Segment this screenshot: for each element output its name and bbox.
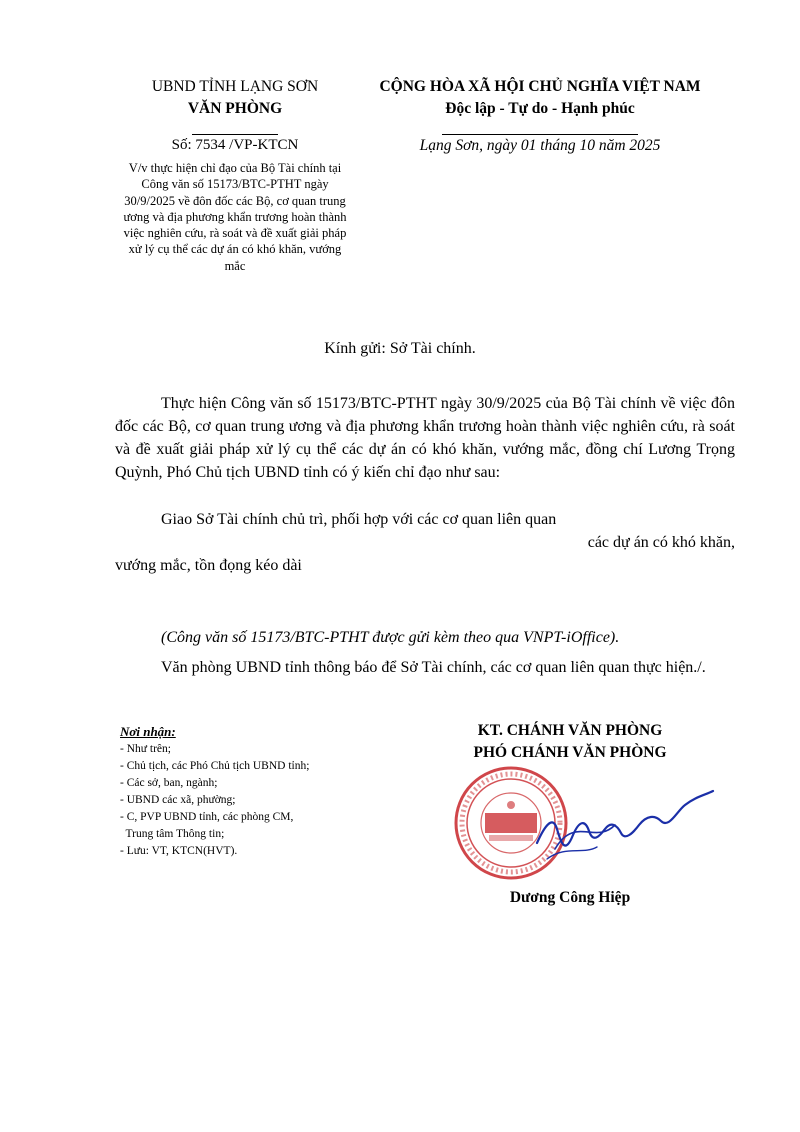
signature-title: [430, 720, 710, 764]
paragraph-2-line-2: các dự án có khó khăn,: [587, 534, 735, 551]
signature-title-line-1: KT. CHÁNH VĂN PHÒNG: [477, 722, 663, 739]
national-motto: Độc lập - Tự do - Hạnh phúc: [445, 100, 635, 117]
document-number: Số: 7534 /VP-KTCN: [171, 137, 299, 153]
parent-org: UBND TỈNH LẠNG SƠN: [151, 78, 319, 95]
agency-name: VĂN PHÒNG: [187, 100, 283, 117]
recipient-item: - Lưu: VT, KTCN(HVT).: [120, 845, 238, 857]
recipient-item: - Các sở, ban, ngành;: [120, 777, 218, 789]
recipient-line: Kính gửi: Sở Tài chính.: [324, 340, 476, 357]
handwritten-signature: [535, 785, 715, 865]
recipient-item: - C, PVP UBND tỉnh, các phòng CM,: [120, 811, 294, 823]
body-paragraph-1: Thực hiện Công văn số 15173/BTC-PTHT ngày 30/9/2025 của Bộ Tài chính về việc đôn đốc các Bộ, cơ quan trung ương và địa phương khẩn trương hoàn thành việc nghiên cứu, rà soát và đề xuất giải pháp xử lý cụ thể các dự án có khó khăn, vướng mắc, đồng chí Lương Trọng Quỳnh, Phó Chủ tịch UBND tỉnh có ý kiến chỉ đạo như sau:: [115, 395, 735, 481]
signer-name: Dương Công Hiệp: [509, 889, 631, 906]
recipients-title: Nơi nhận:: [120, 724, 176, 739]
national-heading-block: [355, 76, 725, 142]
document-date: Lạng Sơn, ngày 01 tháng 10 năm 2025: [419, 137, 661, 154]
recipient-item: Trung tâm Thông tin;: [120, 828, 225, 840]
paragraph-2-line-1: Giao Sở Tài chính chủ trì, phối hợp với các cơ quan liên quan: [161, 511, 557, 528]
body-paragraph-2: [115, 508, 735, 577]
attachment-note: (Công văn số 15173/BTC-PTHT được gửi kèm theo qua VNPT-iOffice).: [161, 629, 620, 646]
recipient-item: - UBND các xã, phường;: [120, 794, 236, 806]
paragraph-2-line-3: vướng mắc, tồn đọng kéo dài: [115, 557, 302, 574]
recipient-item: - Như trên;: [120, 743, 171, 755]
closing-paragraph: Văn phòng UBND tỉnh thông báo để Sở Tài chính, các cơ quan liên quan thực hiện./.: [161, 659, 706, 676]
recipient-item: - Chủ tịch, các Phó Chủ tịch UBND tỉnh;: [120, 760, 310, 772]
signature-title-line-2: PHÓ CHÁNH VĂN PHÒNG: [473, 744, 667, 761]
national-title: CỘNG HÒA XÃ HỘI CHỦ NGHĨA VIỆT NAM: [379, 78, 701, 95]
recipients-list: [120, 741, 380, 860]
issuing-agency-block: [120, 76, 350, 142]
document-summary: V/v thực hiện chỉ đạo của Bộ Tài chính tại Công văn số 15173/BTC-PTHT ngày 30/9/2025 về đôn đốc các Bộ, cơ quan trung ương và địa phương khẩn trương hoàn thành việc nghiên cứu, rà soát và đề xuất giải pháp xử lý cụ thể các dự án có khó khăn, vướng mắc: [123, 161, 347, 273]
